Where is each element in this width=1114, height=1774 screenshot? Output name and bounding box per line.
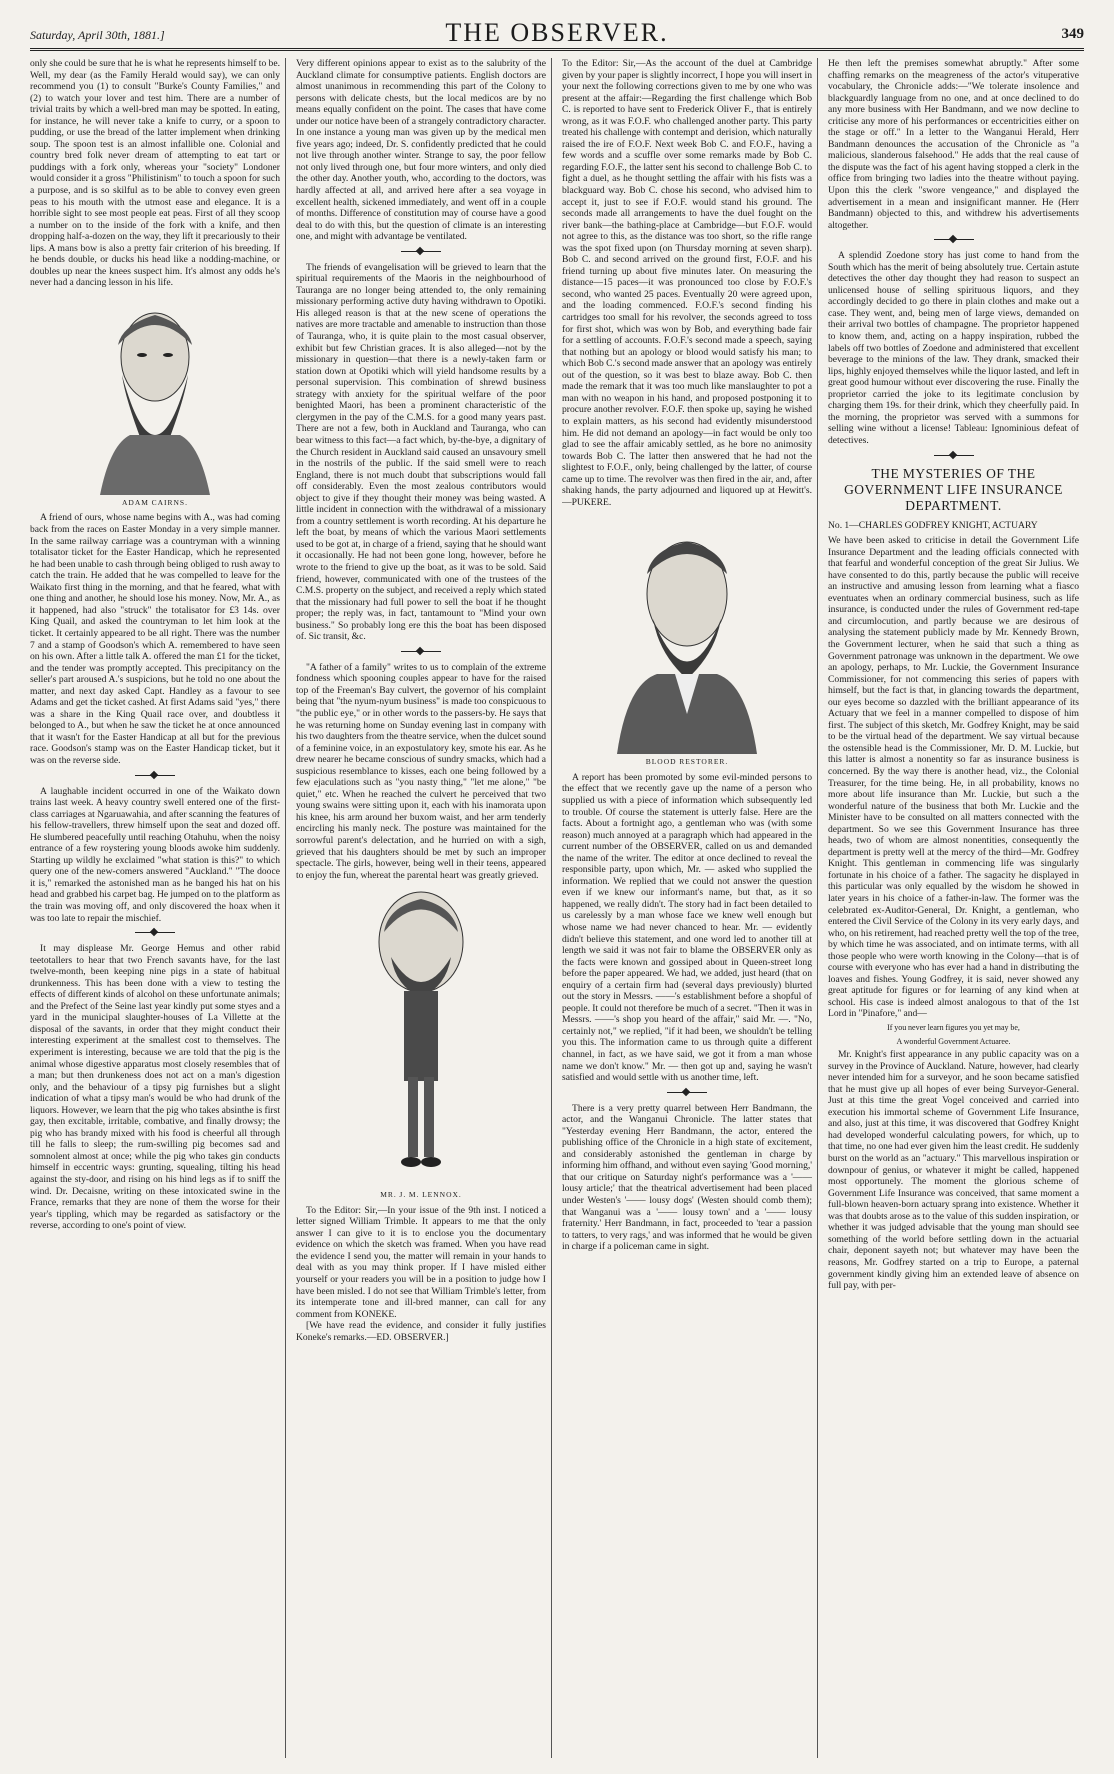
article-bandmann: There is a very pretty quarrel between Herr Bandmann, the actor, and the Wanganui Chronicle. The latter states that "Yesterday evening Herr Bandmann, the actor, entered the publishing office of the Chronicle in a high state of excitement, and considerably astonished the gentleman in charge by informing him offhand, and without even saying 'Good morning,' that our critique on Saturday night's performance was a '—— lousy article;' that the theatrical advertisement had been placed under Westen's '—— lousy dogs' (Westen should comb them); that Wanganui was a '—— lousy town' and a '—— lousy fraternity.' Herr Bandmann, in fact, proceeded to 'tear a passion to tatters, to very rags,' and was informed that he would be given in charge if a policeman came in sight. xyxy=(562,1102,812,1253)
section-divider xyxy=(401,251,441,254)
page-number: 349 xyxy=(1061,26,1084,42)
masthead xyxy=(30,14,1084,51)
column-2 xyxy=(296,58,552,1758)
article-climate: Very different opinions appear to exist as to the salubrity of the Auckland climate for consumptive patients. English doctors are almost unanimous in recommending this part of the Colony to persons with delicate chests, but the local medicos are by no means equally confident on the point. The cases that have come under our notice have been of a strangely contradictory character. In one instance a young man was given up by the medical men five years ago; indeed, Dr. S. confidently predicted that he could not live through another winter. Strange to say, the poor fellow not only lived through one, but four more winters, and only died the other day. Another youth, who, according to the doctors, was hardly affected at all, and arrived here after a sea voyage in excellent health, sickened immediately, and went off in a couple of months. Difference of constitution may of course have a good deal to do with this, but the question of climate is an interesting one, and might with advantage be ventilated. xyxy=(296,58,546,243)
editor-note: [We have read the evidence, and consider it fully justifies Koneke's remarks.—ED. OBSERVER.] xyxy=(296,1320,546,1343)
section-divider xyxy=(934,455,974,458)
caricature-lennox xyxy=(296,887,546,1201)
verse-line-1: If you never learn figures you yet may be, xyxy=(887,1023,1020,1033)
article-totalisator: A friend of ours, whose name begins with A., was had coming back from the races on Easter Monday in a very simple manner. In the same railway carriage was a countryman with a winning totalisator ticket for the Easter Handicap, which he represented he had been unable to cash through being obliged to rush away to catch the train. He added that he was compelled to leave for the Waikato first thing in the morning, and that he feared, what with one thing and another, he should lose his money. Now, Mr. A., as it happened, had also "struck" the totalisator for £3 14s. over King Quail, and asked the countryman to let him look at the ticket. It certainly appeared to be all right. There was the number 7 and a stamp of Goodson's which A. remembered to have seen on his own. After a little talk A. offered the man £1 for the ticket, and the tender was promptly accepted. This precipitancy on the seller's part aroused A.'s suspicions, but he told no one about the matter, and next day asked Capt. Handley as a favour to see Adams and get the ticket cashed. At first Adams said "yes," there was a share in the King Quail race over, and doubtless it belonged to A., but when he saw the ticket he at once announced that it wasn't for the Easter Handicap at all but for the previous race. Goodson's stamp was on the Easter Handicap ticket, but it was on the reverse side. xyxy=(30,512,280,766)
portrait-adam-cairns xyxy=(30,295,280,509)
columns xyxy=(30,58,1084,1758)
article-evangelisation: The friends of evangelisation will be grieved to learn that the spiritual requirements of the Maoris in the neighbourhood of Tauranga are no longer being attended to, the only remaining missionary performing active duty having withdrawn to Opotiki. His alleged reason is that at the new scene of operations the natives are more tractable and amenable to instruction than those of Tauranga, who, it is quite plain to the most casual observer, exhibit but few Christian graces. It is also alleged—not by the missionary in question—that there is a newly-taken farm or station down at Opotiki which will yield handsome results by a personal supervision. This combination of shrewd business strategy with anxiety for the spiritual welfare of the poor benighted Maori, has been a prominent characteristic of the clergymen in the pay of the C.M.S. for a good many years past. There are not a few, both in Auckland and Tauranga, who can bear witness to this fact—a fact which, by-the-bye, a dignitary of the Church resident in Auckland said caused an unsavoury smell in the nostrils of the public. If the said smell were to reach England, there is not much doubt that subscriptions would fall off considerably. Even the most zealous contributors would object to give if they thought their money was being wasted. A little incident in connection with the withdrawal of a missionary from a country settlement is worth recording. At his departure he left the boat, by means of which the various Maori settlements used to be got at, in charge of a friend, saying that he should want it occasionally. He had not been gone long, however, before he wrote to the friend to give up the boat, as it was to be sold. Said friend, however, communicated with one of the trustees of the C.M.S. property on the subject, and received a reply which stated that the missionary had full power to sell the boat if he thought proper; the reply was, in fact, tantamount to "Mind your own business." So probably long ere this the boat has been disposed of. Sic transit, &c. xyxy=(296,261,546,643)
article-zoedone: A splendid Zoedone story has just come to hand from the South which has the merit of being absolutely true. Certain astute detectives the other day thought they had reason to suspect an unlicensed house of selling spirituous liquors, and they accordingly decided to go there in plain clothes and make out a case. They went, and, being men of large views, demanded on their arrival two bottles of champagne. The proprietor happened to know them, and, acting on a happy inspiration, rubbed the labels off two bottles of Zoedone and administered that excellent beverage to the minions of the law. They drank, smacked their lips, highly enjoyed themselves while the liquor lasted, and left in great good humour without ever discovering the ruse. Finally the proprietor carried the joke to its legitimate conclusion by charging them 19s. for their drink, which they cheerfully paid. In the morning, the proprietor was served with a summons for selling wine without a license! Tableau: Ignominious defeat of detectives. xyxy=(828,250,1079,446)
caricature-caption: MR. J. M. LENNOX. xyxy=(380,1190,462,1200)
article-well-bred: only she could be sure that he is what he represents himself to be. Well, my dear (as the Family Herald would say), we can only recommend you (1) to consult "Burke's County Families," and (2) to watch your lover and test him. There are a number of trivial traits by which a well-bred man may be spotted. In eating, for instance, he will never take a knife to curry, or a spoon to pudding, or use the bread of the latter implement when drinking soup. The spoon test is an almost infallible one. Colonial and country bred folk never dream of attempting to eat tart or puddings with a fork only, whereas your "society" Londoner would consider it a gross "Philistinism" to touch a spoon for such a purpose, and is so skilful as to be able to convey even green peas to his mouth with the utmost ease and elegance. It is a horrible sight to see most people eat peas. First of all they scoop a number on to the inside of the fork with a knife, and then dropping half-a-dozen on the way, they lift it precariously to their lips. A mans bow is also a pretty fair criterion of his breeding. If he bends double, or ducks his head like a nodding-machine, or doubles up near the knees suspect him. It's almost any odds he's never had a dancing lesson in his life. xyxy=(30,58,280,289)
portrait-caption: ADAM CAIRNS. xyxy=(122,497,188,507)
column-4 xyxy=(828,58,1084,1758)
portrait-caption: BLOOD RESTORER. xyxy=(645,757,729,767)
newspaper-title: THE OBSERVER. xyxy=(445,18,669,47)
column-3 xyxy=(562,58,818,1758)
issue-date: Saturday, April 30th, 1881.] xyxy=(30,28,165,42)
verse-line-2: A wonderful Government Actuaree. xyxy=(896,1036,1011,1046)
article-informant: A report has been promoted by some evil-minded persons to the effect that we recently gave up the name of a person who supplied us with a piece of information which subsequently led to trouble. Of course the statement is utterly false. Here are the facts. About a fortnight ago, a gentleman who was (with some reason) much annoyed at a paragraph which had appeared in the current number of the OBSERVER, called on us and demanded the name of the writer. The editor at once declined to reveal the responsible party, upon which, Mr. — asked who supplied the information. We replied that we could not answer the question even if we knew our informant's name, but that, as it so happened, we really didn't. The story had in fact been detailed to us carelessly by a man whose face we knew well enough but whose name we had never chanced to hear. Mr. — evidently didn't believe this statement, and one word led to another till at length we said it was not fair to blame the OBSERVER only as the facts were known and gossiped about in Queen-street long before the paper appeared. We had, we added, just heard (that on enquiry of a certain firm had (several days previously) blurted out the story in Messrs. ——'s establishment before a shopful of people. It could not therefore be much of a secret. "Then it was in Messrs. ——'s shop you heard of the affair," said Mr. —. "No, certainly not," we replied, "if it had been, we shouldn't be telling you this. The information came to us through quite a different channel, in fact, as we have said, we got it from a man whose name we don't know." Mr. — then got up and, saying he wasn't satisfied and would settle with us another time, left. xyxy=(562,771,812,1084)
column-1 xyxy=(30,58,286,1758)
article-bandmann-cont: He then left the premises somewhat abruptly." After some chaffing remarks on the meagreness of the actor's vituperative vocabulary, the Chronicle adds:—"We tolerate insolence and blackguardly language from no one, and at once declined to do any more business with Her Bandmann, and we now decline to criticise any more of his performances or eccentricities either on the stage or off." In a letter to the Wanganui Herald, Herr Bandmann denounces the accusation of the Chronicle as "a malicious, slanderous falsehood." He adds that the real cause of the dispute was the fact of his agent having stopped a clerk in the office from bringing two ladies into the theatre without paying. Upon this the clerk "swore vengeance," and displayed the advertisement in a mean and insignificant manner. He (Herr Bandmann) objected to this, and withdrew his advertisements altogether. xyxy=(828,58,1079,231)
subhead-actuary: No. 1—CHARLES GODFREY KNIGHT, ACTUARY xyxy=(828,519,1038,531)
section-divider xyxy=(135,932,175,935)
section-divider xyxy=(934,239,974,242)
article-drunken-pigs: It may displease Mr. George Hemus and other rabid teetotallers to hear that two French savants have, for the last twelve-month, been keeping nine pigs in a state of habitual drunkenness. This has been done with a view to testing the effects of different kinds of alcohol on these unfortunate animals; and the Prefect of the Seine last year kindly put some styes and a yard in the municipal slaughter-houses of La Villette at the disposal of the savants, in order that they might conduct their interesting experiment at the smallest cost to themselves. The experiment is interesting, because we are told that the pig is the animal whose digestive apparatus most closely resembles that of a man; but then drunkeness does not act on a man's digestion only, and the behaviour of a tipsy pig furnishes but a slight indication of what a tipsy man's would be who had drunk of the liquors. However, we learn that the pig who takes absinthe is first gay, then excitable, irritable, combative, and finally drowsy; the pig who has brandy mixed with his food is cheerful all through till he falls to sleep; the rum-swilling pig becomes sad and somnolent almost at once; while the pig who takes gin conducts himself in eccentric ways: grunting, squealing, tilting his head against the sty-door, and rising on his hind legs as if to sniff the wind. Dr. Decaisne, writing on these intoxicated swine in the France, remarks that they are none of them the worse for their year's tippling, which may be regarded as satisfactory or the reverse, according to one's point of view. xyxy=(30,943,280,1232)
portrait-blood-restorer xyxy=(562,514,812,768)
letter-koneke: To the Editor: Sir,—In your issue of the 9th inst. I noticed a letter signed William Trimble. It appears to me that the only answer I can give to it is to enclose you the documentary evidence on which the sketch was framed. When you have read the evidence I send you, the matter will remain in your hands to deal with as you may think proper. If I have misled either yourself or your readers you will be in a position to judge how I have been misled. I do not see that William Trimble's letter, from its intemperate tone and ill-bred manner, can call for any comment from KONEKE. xyxy=(296,1204,546,1320)
letter-duel: To the Editor: Sir,—As the account of the duel at Cambridge given by your paper is slightly incorrect, I hope you will insert in your next the following corrections given to me by one who was present at the affair:—Regarding the first challenge which Bob C. is reported to have sent to Frederick Oliver F., that is entirely wrong, as it was F.O.F. who challenged another party. This party treated his challenge with contempt and derision, which naturally raised the ire of F.O.F. Next week Bob C. and F.O.F., having a few words and a scuffle over some remarks made by Bob C. regarding F.O.F., the latter sent his second to challenge Bob C. to fight a duel, as he thought settling the affair with his fists was a blackguard way. Bob C. chose his second, who advised him to accept it, just to see if F.O.F. would stand his ground. The seconds made all arrangements to have the duel fought on the river bank—the bathing-place at Cambridge—but F.O.F. would not agree to this, as the distance was too short, so the rifle range was the spot fixed upon (on Thursday morning at seven sharp). Bob C. and second arrived on the ground first, F.O.F. and his friend turning up about five minutes later. On measuring the distance—15 paces—it was pronounced too close by F.O.F.'s second, who wanted 25 paces. Eventually 20 were agreed upon, and the loading commenced. F.O.F.'s second finding his cartridges too small for his revolver, the seconds agreed to toss for first shot, which was won by Bob, and everything bade fair for a settling of accounts. F.O.F.'s second made a speech, saying that nothing but an apology or blood would satisfy his man; to which Bob C.'s second made answer that an apology was entirely out of the question, so it was best to blaze away. Bob C. then made the remark that it was too much like manslaughter to pot a man with no weapon in his hand, and proposed postponing it to procure another revolver. F.O.F. then spoke up, saying he wished to explain matters, as his second had evidently misunderstood him. He did not demand an apology—in fact would be only too glad to see the affair amicably settled, as he bore no animosity towards Bob C. The latter then answered that he had not the slightest to F.O.F., only, being challenged by the latter, of course came up to time. The revolver was then fired in the air, and, after shaking hands, the party adjourned and liquored up at Hewitt's.—PUKERE. xyxy=(562,58,812,508)
section-divider xyxy=(135,775,175,778)
article-insurance-cont: Mr. Knight's first appearance in any public capacity was on a survey in the Province of Auckland. Nature, however, had clearly never intended him for a surveyor, and he soon became satisfied that he must give up all hopes of ever being Surveyor-General. Just at this time the great Vogel conceived and carried into execution his immortal scheme of Government Life Insurance, and also, just at this time, it was discovered that Godfrey Knight had developed wonderful calculating powers, for which, up to that time, no one had ever given him the least credit. He suddenly burst on the world as an "actuary." This marvellous inspiration or downpour of genius, or whatever it might be called, happened most opportunely. The moment the glorious scheme of Government Life Insurance was conceived, that same moment a full-blown heaven-born actuary sprang into existence. Whether it was that doubts arose as to the value of this sudden inspiration, or whether it was judged advisable that the young man should see something of the world before settling down in the actuarial chair, deponent sayeth not; but whatever may have been the reasons, Mr. Godfrey started on a trip to Europe, a paternal government kindly giving him an extended leave of absence on full pay, with per- xyxy=(828,1049,1079,1292)
article-culvert: "A father of a family" writes to us to complain of the extreme fondness which spooning couples appear to have for the raised top of the Freeman's Bay culvert, the governor of his complaint being that "the nyum-nyum business" is made too conspicuous to "the public eye," or in other words to the passers-by. He says that he was returning home on Sunday evening last in company with his two daughters from the theatre service, when the dulcet sound of a feminine voice, in an expostulatory key, smote his ear. As he drew nearer he became conscious of sundry smacks, which had a suspicious resemblance to kisses, each one being followed by a few ejaculations such as "you nasty thing," "let me alone," "be quiet," etc. When he reached the culvert he perceived that two young swains were sitting upon it, each with his inamorata upon his knee, his arm around her buxom waist, and her arm tenderly encircling his manly neck. The posture was maintained for the sorrowful parent's delectation, and he hurried on with a sigh, grieved that his daughters should be met by such an improper spectacle. The girls, however, being well in their teens, appeared to enjoy the fun, whereat the parental heart was greatly grieved. xyxy=(296,661,546,881)
article-insurance: We have been asked to criticise in detail the Government Life Insurance Department and the leading officials connected with that fearful and wonderful conception of the great Sir Julius. We have consented to do this, partly because the public will receive an instructive and amusing lesson from learning what a fiasco eventuates when an ordinary commercial business, such as life insurance, is conducted under the rules of Government red-tape and circumlocution, and partly because we are desirous of analysing the statement publicly made by Mr. Kennedy Brown, the Government lecturer, when he said that such a thing as Government patronage was unknown in the department. We owe an apology, perhaps, to Mr. Luckie, the Government Insurance Commissioner, for not commencing this series of papers with himself, but the fact is that, in glancing towards the department, our eyes become so dazzled with the brilliant appearance of its Actuary that we feel in a manner compelled to dispose of him first. The subject of this sketch, Mr. Godfrey Knight, may be said to be the virtual head of the department. We say virtual because the ostensible head is the Commissioner, Mr. D. M. Luckie, but this latter is almost a nonentity so far as insurance business is concerned. By the way there is another head, viz., the Colonial Treasurer, for the time being. He, in all probability, knows no more about life insurance than Mr. Luckie, but such a the wonderful nature of the business that both Mr. Luckie and the Minister have to be consulted on all matters connected with the department. So we see this Government Insurance has three heads, two of whom are almost nonentities, consequently the department is pretty well at the mercy of the third—Mr. Godfrey Knight. This gentleman in commencing life was singularly fortunate in his choice of a father. The sagacity he displayed in this particular was only equalled by the wisdom he showed in later years in his choice of a father-in-law. The former was the celebrated ex-Auditor-General, Dr. Knight, a gentleman, who entered the Civil Service of the Colony in its very early days, and who, on his retirement, had reached pretty well the top of the tree, by which time he was associated, and on intimate terms, with all those people who were worth knowing in the Colony—that is of course with everyone who has ever had a hand in distributing the loaves and fishes. Young Godfrey, it is said, never showed any great aptitude for figures or for learning of any kind when at school. His case is indeed almost analogous to that of the 1st Lord in "Pinafore," and— xyxy=(828,535,1079,1020)
article-railway-hoax: A laughable incident occurred in one of the Waikato down trains last week. A heavy country swell entered one of the first-class carriages at Ngaruawahia, and after scanning the features of his fellow-travellers, threw himself upon the seat and dozed off. He slumbered peacefully until reaching Otahuhu, when the noisy entrance of a few roystering young bloods awoke him suddenly. Starting up wildly he exclaimed "what station is this?" to which query one of the new-comers answered "Auckland." "The dooce it is," remarked the astonished man as he banged his hat on his head and grabbed his carpet bag. He jumped on to the platform as the train was moving off, and only discovered the hoax when it was too late to repair the mischief. xyxy=(30,785,280,924)
section-divider xyxy=(401,651,441,654)
headline-insurance: THE MYSTERIES OF THE GOVERNMENT LIFE INSURANCE DEPARTMENT. xyxy=(844,465,1063,513)
section-divider xyxy=(667,1092,707,1095)
